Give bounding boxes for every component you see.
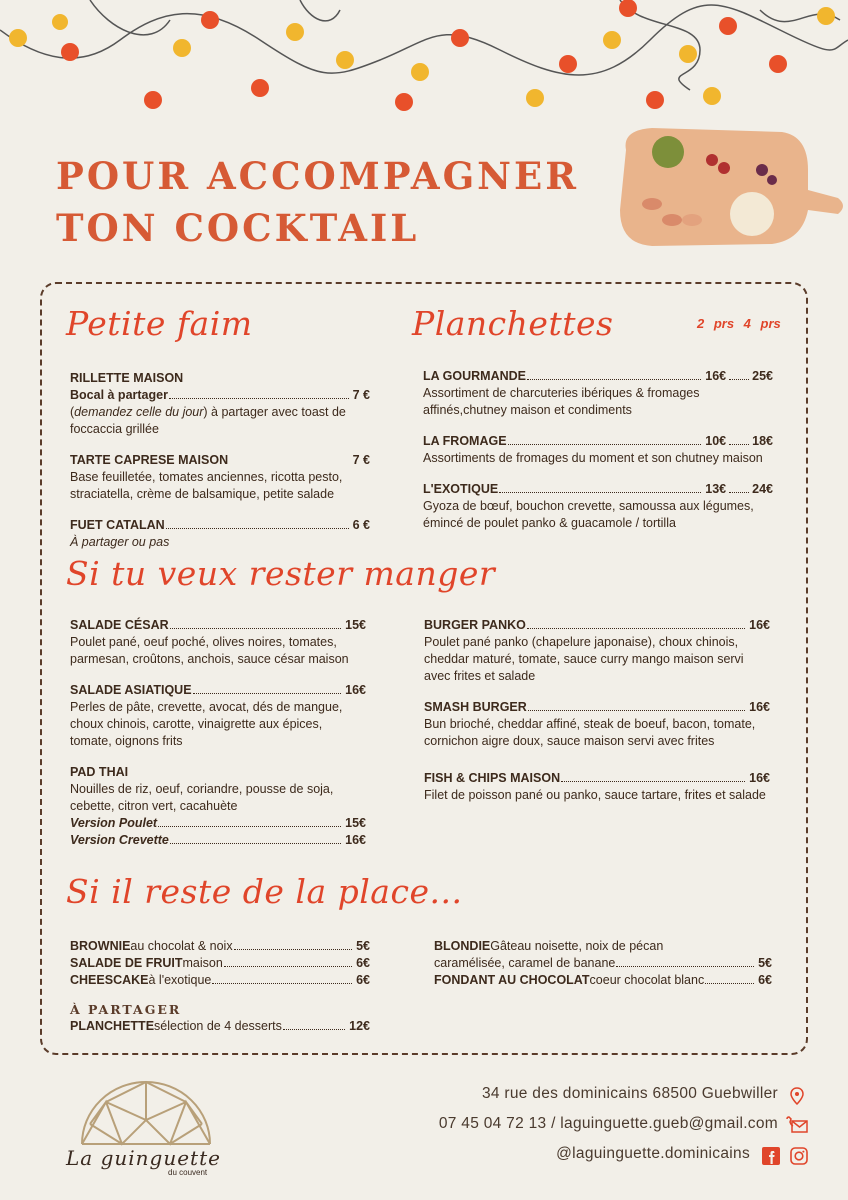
list-item: [70, 972, 370, 989]
petite-faim-list: [70, 370, 370, 565]
list-item: [423, 368, 773, 419]
list-item: [70, 370, 370, 438]
string-lights-decoration: [0, 0, 848, 120]
item-price: 6€: [356, 973, 370, 987]
item-price: 5€: [758, 956, 772, 970]
section-heading-dessert: Si il reste de la place...: [66, 872, 463, 911]
item-price: 7 €: [352, 453, 370, 467]
item-price: 5€: [356, 939, 370, 953]
location-pin-icon: [788, 1087, 806, 1105]
list-item: [70, 617, 366, 668]
phone-mail-icon: [786, 1116, 808, 1134]
item-description: (demandez celle du jour) à partager avec toast de foccaccia grillée: [70, 405, 346, 436]
item-name: FONDANT AU CHOCOLAT: [434, 973, 590, 987]
list-item: [70, 938, 370, 955]
item-price: 15€: [345, 816, 366, 830]
item-price: 7 €: [352, 388, 370, 402]
item-description: Bun brioché, cheddar affiné, steak de boeuf, bacon, tomate, cornichon aigre doux, sauce maison servi avec frites: [424, 717, 756, 748]
list-item: [70, 517, 370, 551]
item-description: Assortiment de charcuteries ibériques & fromages affinés,chutney maison et condiments: [423, 386, 700, 417]
item-price: 6€: [356, 956, 370, 970]
item-description: coeur chocolat blanc: [589, 973, 705, 987]
item-description: Base feuilletée, tomates anciennes, ricotta pesto, straciatella, crème de balsamique, petite salade: [70, 470, 343, 501]
item-name: BURGER PANKO: [424, 618, 526, 632]
list-item: [434, 972, 772, 989]
list-item: [70, 764, 366, 849]
mains-left-list: [70, 617, 366, 863]
contact-text[interactable]: 07 45 04 72 13 / laguinguette.gueb@gmail.com: [438, 1115, 778, 1132]
item-price-2prs: 13€: [705, 482, 727, 496]
item-subname: Bocal à partager: [70, 388, 168, 402]
item-price: 6€: [758, 973, 772, 987]
item-name: BROWNIE: [70, 939, 131, 953]
item-description: Filet de poisson pané ou panko, sauce tartare, frites et salade: [424, 788, 766, 802]
item-price: 16€: [345, 683, 366, 697]
item-description: Poulet pané panko (chapelure japonaise), choux chinois, cheddar maturé, tomate, sauce curry mango maison servi avec frites et salade: [424, 635, 744, 683]
item-name: SALADE ASIATIQUE: [70, 683, 192, 697]
item-price: 12€: [349, 1019, 370, 1033]
item-name: SALADE DE FRUIT: [70, 956, 183, 970]
list-item: [70, 1018, 370, 1035]
mains-right-list: [424, 617, 770, 818]
item-description: sélection de 4 desserts: [154, 1019, 282, 1033]
charcuterie-board-illustration: [612, 110, 848, 260]
item-price: 16€: [345, 833, 366, 847]
logo-name: La guinguette: [66, 1146, 221, 1170]
item-name: L'EXOTIQUE: [423, 482, 499, 496]
list-item: [70, 682, 366, 750]
item-description: Gyoza de bœuf, bouchon crevette, samoussa aux légumes, émincé de poulet panko & guacamole / tortilla: [423, 499, 754, 530]
item-description: Gâteau noisette, noix de pécan: [490, 939, 664, 953]
item-description: Perles de pâte, crevette, avocat, dés de mangue, choux chinois, carotte, vinaigrette aux épices, tomate, oignons frits: [70, 700, 343, 748]
title-line-2: TON COCKTAIL: [56, 206, 420, 250]
section-heading-rester-manger: Si tu veux rester manger: [66, 554, 496, 593]
logo-subtitle: du couvent: [168, 1168, 208, 1177]
item-name: RILLETTE MAISON: [70, 371, 184, 385]
item-name: LA GOURMANDE: [423, 369, 527, 383]
item-name: PAD THAI: [70, 765, 129, 779]
item-variant: Version Crevette: [70, 833, 169, 847]
item-price-4prs: 24€: [752, 482, 773, 496]
item-name: FUET CATALAN: [70, 518, 165, 532]
item-name: SALADE CÉSAR: [70, 618, 169, 632]
item-name: TARTE CAPRESE MAISON: [70, 453, 229, 467]
section-heading-petite-faim: Petite faim: [66, 304, 253, 343]
item-price-2prs: 10€: [705, 434, 727, 448]
facebook-icon[interactable]: [762, 1147, 780, 1165]
list-item: [424, 617, 770, 685]
item-price-4prs: 18€: [752, 434, 773, 448]
item-price: 15€: [345, 618, 366, 632]
list-item: [424, 770, 770, 804]
item-description: Poulet pané, oeuf poché, olives noires, tomates, parmesan, croûtons, anchois, sauce césar maison: [70, 635, 349, 666]
list-item: [423, 481, 773, 532]
item-price: 6 €: [352, 518, 370, 532]
address-text: 34 rue des dominicains 68500 Guebwiller: [481, 1085, 778, 1102]
item-price-2prs: 16€: [705, 369, 727, 383]
dessert-right-list: [434, 938, 772, 989]
list-item: [70, 452, 370, 503]
portion-sizes-header: 2 prs 4 prs: [697, 316, 781, 331]
social-handle[interactable]: @laguinguette.dominicains: [556, 1145, 750, 1162]
item-name: FISH & CHIPS MAISON: [424, 771, 561, 785]
item-description: À partager ou pas: [70, 535, 170, 549]
item-description: à l'exotique: [148, 973, 212, 987]
item-price: 16€: [749, 771, 770, 785]
item-name: LA FROMAGE: [423, 434, 507, 448]
list-item: [424, 699, 770, 750]
instagram-icon[interactable]: [790, 1147, 808, 1165]
list-item: [70, 955, 370, 972]
item-name: BLONDIE: [434, 939, 491, 953]
item-price: 16€: [749, 700, 770, 714]
page-title: [56, 150, 579, 254]
section-heading-planchettes: Planchettes: [412, 304, 614, 343]
item-price-4prs: 25€: [752, 369, 773, 383]
item-variant: Version Poulet: [70, 816, 158, 830]
item-description: Assortiments de fromages du moment et son chutney maison: [423, 451, 763, 465]
share-heading: À PARTAGER: [70, 1002, 182, 1017]
item-name: CHEESCAKE: [70, 973, 149, 987]
item-description: maison: [182, 956, 223, 970]
item-name: SMASH BURGER: [424, 700, 527, 714]
item-description: Nouilles de riz, oeuf, coriandre, pousse de soja, cebette, citron vert, cacahuète: [70, 782, 334, 813]
list-item: [434, 938, 772, 972]
dessert-left-list: [70, 938, 370, 1035]
item-description: caramélisée, caramel de banane: [434, 956, 616, 970]
planchettes-list: [423, 368, 773, 546]
item-description: au chocolat & noix: [130, 939, 233, 953]
item-name: PLANCHETTE: [70, 1019, 155, 1033]
list-item: [423, 433, 773, 467]
title-line-1: POUR ACCOMPAGNER: [56, 154, 579, 198]
item-price: 16€: [749, 618, 770, 632]
